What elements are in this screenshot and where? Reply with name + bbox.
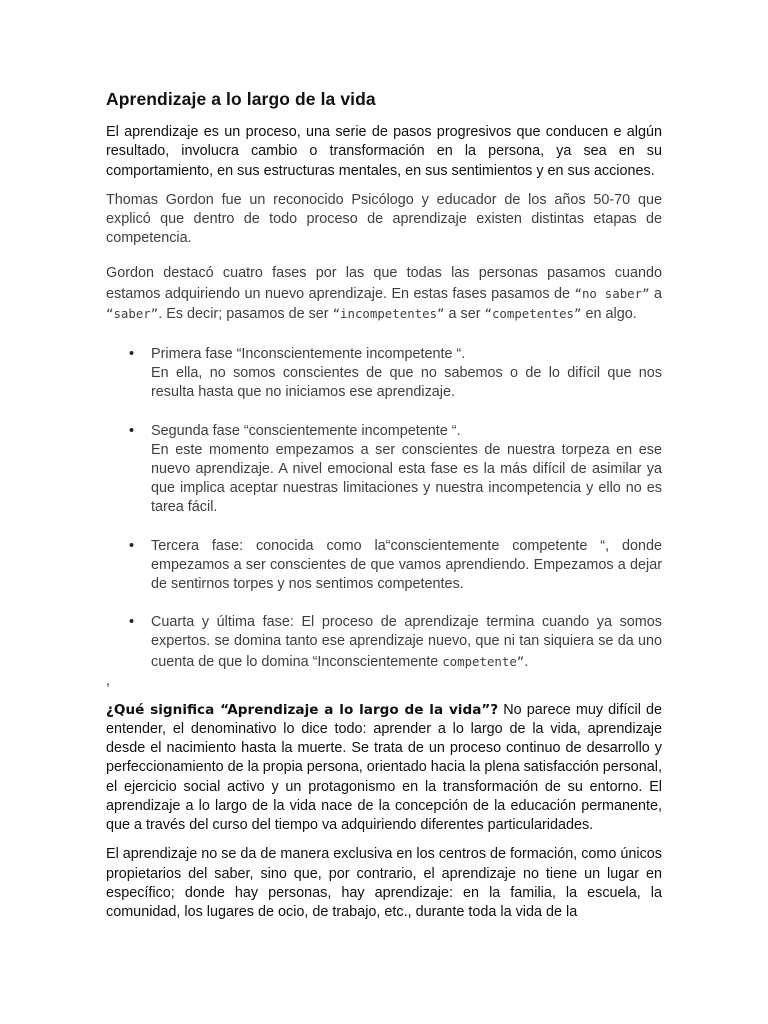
text-span: . (524, 653, 529, 670)
text-span: a ser (444, 305, 485, 322)
bullet-icon: • (129, 422, 135, 439)
intro-paragraph: El aprendizaje es un proceso, una serie de pasos progresivos que conducen e algún resultado, involucra cambio o transformación en la persona, ya sea en su comportamiento, en sus estructuras mentales, en sus sentimientos y en sus acciones. (106, 124, 662, 179)
phase-item-2 (129, 422, 662, 518)
text-span: Cuarta y última fase: El proceso de aprendizaje termina cuando ya somos expertos. se domina tanto ese aprendizaje nuevo, que ni tan siquiera se da uno cuenta de que lo domina “Inconscientemente (151, 614, 662, 670)
text-span: No parece muy difícil de entender, el denominativo lo dice todo: aprender a lo largo de la vida, aprendizaje desde el nacimiento hasta la muerte. Se trata de un proceso continuo de desarrollo y perfeccionamiento de la propia persona, orientado hacia la plena satisfacción personal, el ejercicio social activo y un protagonismo en la transformación de su entorno. El aprendizaje a lo largo de la vida nace de la concepción de la educación permanente, que a través del curso del tiempo va adquiriendo diferentes particularidades. (106, 701, 662, 834)
competente-term: competente” (442, 653, 525, 669)
phase-heading: Segunda fase “conscientemente incompetente “. (151, 422, 461, 439)
text-span: . Es decir; pasamos de ser (158, 305, 333, 322)
phase-text (151, 613, 662, 672)
bullet-icon: • (129, 537, 135, 554)
competentes-term: “competentes” (484, 305, 582, 321)
text-span: Gordon destacó cuatro fases por las que todas las personas pasamos cuando estamos adquiriendo un nuevo aprendizaje. En estas fases pasamos de (106, 265, 662, 302)
text-span: a (649, 285, 662, 302)
stray-comma: , (106, 672, 110, 689)
question-heading: ¿Qué significa “Aprendizaje a lo largo de la vida”? (106, 701, 499, 718)
document-title: Aprendizaje a lo largo de la vida (106, 89, 376, 109)
text-span: en algo. (581, 305, 637, 322)
incompetentes-term: “incompetentes” (332, 305, 445, 321)
phase-description: En este momento empezamos a ser conscientes de nuestra torpeza en ese nuevo aprendizaje. A nivel emocional esta fase es la más difícil de asimilar ya que implica aceptar nuestras limitaciones y nuestra incompetencia y ello no es tarea fácil. (151, 441, 662, 516)
learning-places-paragraph: El aprendizaje no se da de manera exclusiva en los centros de formación, como únicos propietarios del saber, sino que, por contrario, el aprendizaje no tiene un lugar en específico; donde hay personas, hay aprendizaje: en la familia, la escuela, la comunidad, los lugares de ocio, de trabajo, etc., durante toda la vida de la (106, 846, 662, 920)
phase-item-3 (129, 537, 662, 595)
no-saber-term: “no saber” (574, 285, 650, 301)
bullet-icon: • (129, 346, 135, 363)
phase-item-1 (129, 345, 662, 403)
phase-description: En ella, no somos conscientes de que no sabemos o de lo difícil que nos resulta hasta que no iniciamos ese aprendizaje. (151, 365, 662, 401)
bullet-icon: • (129, 614, 135, 631)
lifelong-learning-paragraph (106, 701, 662, 835)
gordon-paragraph: Thomas Gordon fue un reconocido Psicólogo y educador de los años 50-70 que explicó que dentro de todo proceso de aprendizaje existen distintas etapas de competencia. (106, 191, 662, 247)
saber-term: “saber” (106, 305, 159, 321)
phase-heading: Primera fase “Inconscientemente incompetente “. (151, 346, 466, 363)
phase-item-4 (129, 613, 662, 672)
phase-text: Tercera fase: conocida como la“conscientemente competente “, donde empezamos a ser conscientes de que vamos aprendiendo. Empezamos a dejar de sentirnos torpes y nos sentimos competentes. (151, 537, 662, 593)
phases-list (106, 345, 662, 672)
phases-intro-paragraph (106, 264, 662, 324)
